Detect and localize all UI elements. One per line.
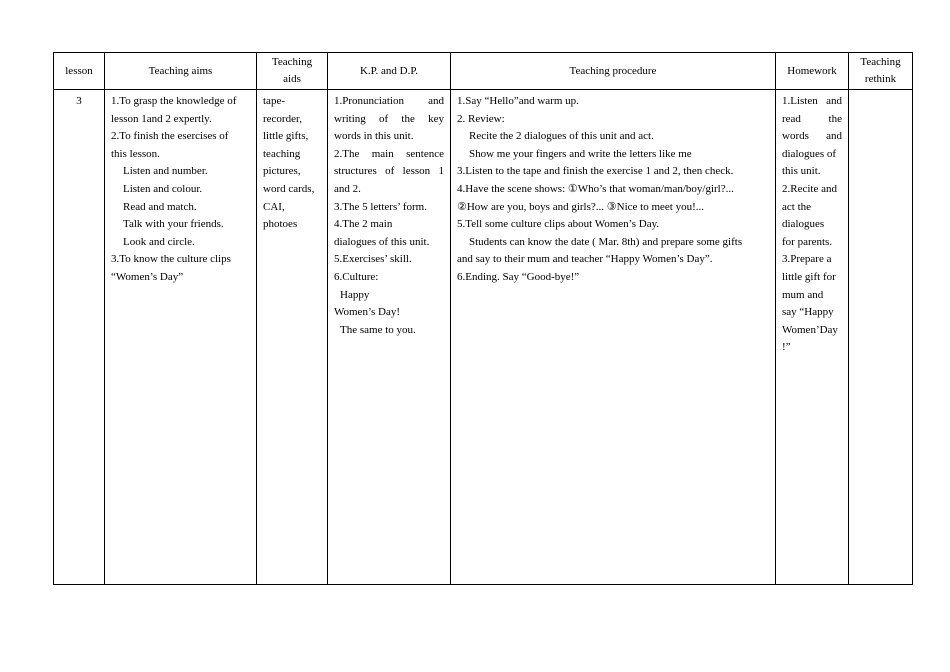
homework-line: 1.Listen and [782, 95, 842, 107]
kp-line: 2.The main sentence [334, 147, 444, 160]
homework-line: Women’Day [782, 323, 838, 336]
procedure-line: ②How are you, boys and girls?... ③Nice to meet you!... [457, 200, 705, 213]
cell-teaching-aids [257, 90, 328, 585]
kp-line: 3.The 5 letters’ form. [334, 200, 427, 213]
aids-line: photoes [263, 218, 298, 231]
header-homework: Homework [776, 53, 849, 90]
cell-homework [776, 90, 849, 585]
homework-line: dialogues of [782, 147, 837, 160]
header-lesson: lesson [54, 53, 105, 90]
aids-line: word cards, [263, 182, 315, 195]
homework-line: for parents. [782, 235, 833, 248]
homework-line: little gift for [782, 270, 836, 283]
aims-line: 2.To finish the esercises of [111, 130, 229, 143]
aids-line: pictures, [263, 165, 301, 178]
kp-line: structures of lesson 1 [334, 165, 444, 178]
kp-line: Women’s Day! [334, 306, 401, 319]
homework-line: say “Happy [782, 306, 834, 319]
homework-line: words and [782, 130, 842, 143]
aims-line: Listen and colour. [123, 182, 203, 195]
homework-line: this unit. [782, 165, 821, 178]
aims-line: Read and match. [123, 200, 197, 213]
homework-line: read the [782, 112, 842, 125]
header-aids-line-2: aids [283, 73, 301, 85]
cell-teaching-procedure [451, 90, 776, 585]
header-aids-line-1: Teaching [271, 56, 313, 68]
procedure-line: Students can know the date ( Mar. 8th) and prepare some gifts [469, 235, 743, 248]
lesson-plan-table [53, 52, 913, 585]
header-row [54, 53, 913, 90]
aims-line: Talk with your friends. [123, 218, 224, 231]
aids-line: recorder, [263, 112, 302, 125]
cell-teaching-aims [105, 90, 257, 585]
header-rethink-line-1: Teaching [860, 56, 901, 68]
aids-line: CAI, [263, 200, 285, 213]
aims-line: lesson 1and 2 expertly. [111, 112, 212, 125]
cell-kp-dp [328, 90, 451, 585]
kp-line: dialogues of this unit. [334, 235, 430, 248]
procedure-line: Recite the 2 dialogues of this unit and act. [469, 130, 654, 143]
kp-line: words in this unit. [334, 130, 414, 143]
header-teaching-aids [257, 53, 328, 90]
table-row [54, 90, 913, 585]
homework-line: 3.Prepare a [782, 253, 832, 266]
kp-line: 1.Pronunciation and [334, 95, 444, 107]
header-kp-dp: K.P. and D.P. [328, 53, 451, 90]
procedure-line: 3.Listen to the tape and finish the exercise 1 and 2, then check. [457, 165, 734, 178]
kp-line: Happy [340, 288, 370, 301]
cell-teaching-rethink [849, 90, 913, 585]
procedure-line: 4.Have the scene shows: ①Who’s that woman/man/boy/girl?... [457, 182, 734, 195]
aims-line: “Women’s Day” [111, 270, 184, 283]
aims-line: Listen and number. [123, 165, 208, 178]
procedure-line: 2. Review: [457, 112, 505, 125]
homework-line: 2.Recite and [782, 182, 837, 195]
header-teaching-procedure: Teaching procedure [451, 53, 776, 90]
aids-line: teaching [263, 147, 301, 160]
header-rethink-line-2: rethink [864, 73, 897, 85]
aims-line: 1.To grasp the knowledge of [111, 95, 237, 107]
kp-line: writing of the key [334, 112, 444, 125]
procedure-line: Show me your fingers and write the letters like me [469, 147, 692, 160]
procedure-line: and say to their mum and teacher “Happy Women’s Day”. [457, 253, 713, 266]
aids-line: tape- [263, 95, 285, 107]
homework-line: !” [782, 341, 791, 354]
procedure-line: 6.Ending. Say “Good-bye!” [457, 270, 580, 283]
kp-line: and 2. [334, 182, 361, 195]
aims-line: 3.To know the culture clips [111, 253, 231, 266]
aims-line: this lesson. [111, 147, 160, 160]
header-teaching-aims: Teaching aims [105, 53, 257, 90]
kp-line: 5.Exercises’ skill. [334, 253, 412, 266]
aids-line: little gifts, [263, 130, 309, 143]
kp-line: 4.The 2 main [334, 218, 393, 231]
header-teaching-rethink [849, 53, 913, 90]
aims-line: Look and circle. [123, 235, 195, 248]
procedure-line: 5.Tell some culture clips about Women’s Day. [457, 218, 660, 231]
homework-line: mum and [782, 288, 824, 301]
homework-line: act the [782, 200, 812, 213]
procedure-line: 1.Say “Hello”and warm up. [457, 95, 579, 107]
homework-line: dialogues [782, 218, 825, 231]
cell-lesson-number: 3 [54, 90, 105, 585]
kp-line: The same to you. [340, 323, 416, 336]
kp-line: 6.Culture: [334, 270, 379, 283]
